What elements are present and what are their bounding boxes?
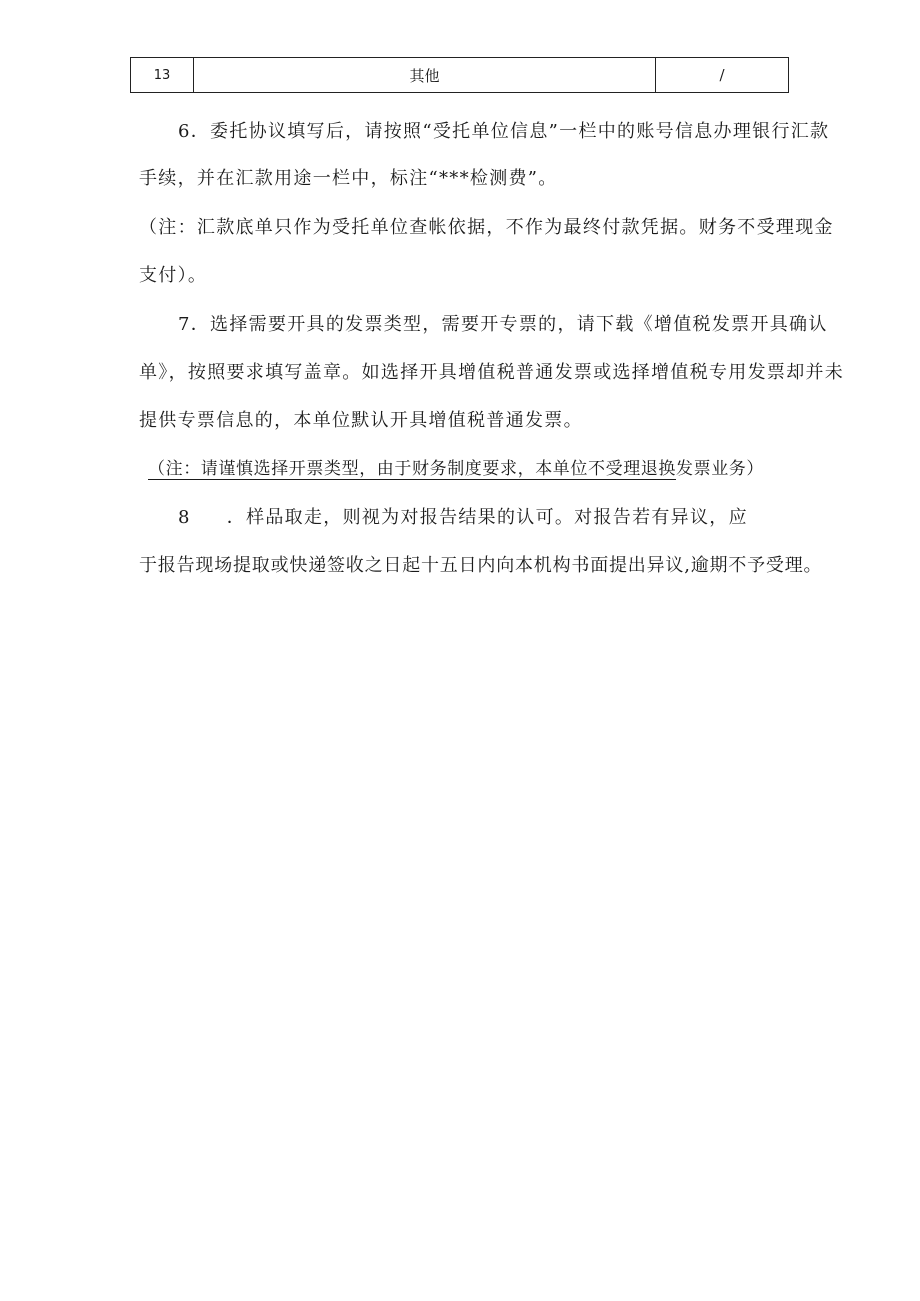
row-value-cell: /: [719, 66, 725, 84]
item7-line3: 提供专票信息的，本单位默认开具增值税普通发票。: [139, 410, 583, 431]
note7-rest-text: 发票业务）: [676, 459, 764, 479]
item8-number: 8: [178, 507, 191, 528]
row-name-cell: 其他: [194, 58, 656, 92]
item8-line2: 于报告现场提取或快递签收之日起十五日内向本机构书面提出异议,逾期不予受理。: [139, 555, 823, 576]
note7-underlined-text: （注：请谨慎选择开票类型，由于财务制度要求，本单位不受理退换: [148, 459, 676, 479]
row-number-cell: 13: [131, 58, 194, 92]
note6-line2: 支付）。: [139, 265, 208, 286]
item7-line1: 7．选择需要开具的发票类型，需要开专票的，请下载《增值税发票开具确认: [178, 314, 828, 335]
item7-line2: 单》，按照要求填写盖章。如选择开具增值税普通发票或选择增值税专用发票却并未: [139, 362, 845, 383]
note7: [148, 454, 884, 479]
table-row: [130, 57, 789, 93]
item6-line2: 手续，并在汇款用途一栏中，标注“***检测费”。: [139, 168, 558, 189]
item8-line1-text: ．样品取走，则视为对报告结果的认可。对报告若有异议，应: [226, 507, 748, 528]
item6-line1: 6．委托协议填写后，请按照“受托单位信息”一栏中的账号信息办理银行汇款: [178, 121, 830, 142]
item8-line1: [178, 503, 875, 529]
note6-line1: （注：汇款底单只作为受托单位查帐依据，不作为最终付款凭据。财务不受理现金: [139, 217, 834, 238]
